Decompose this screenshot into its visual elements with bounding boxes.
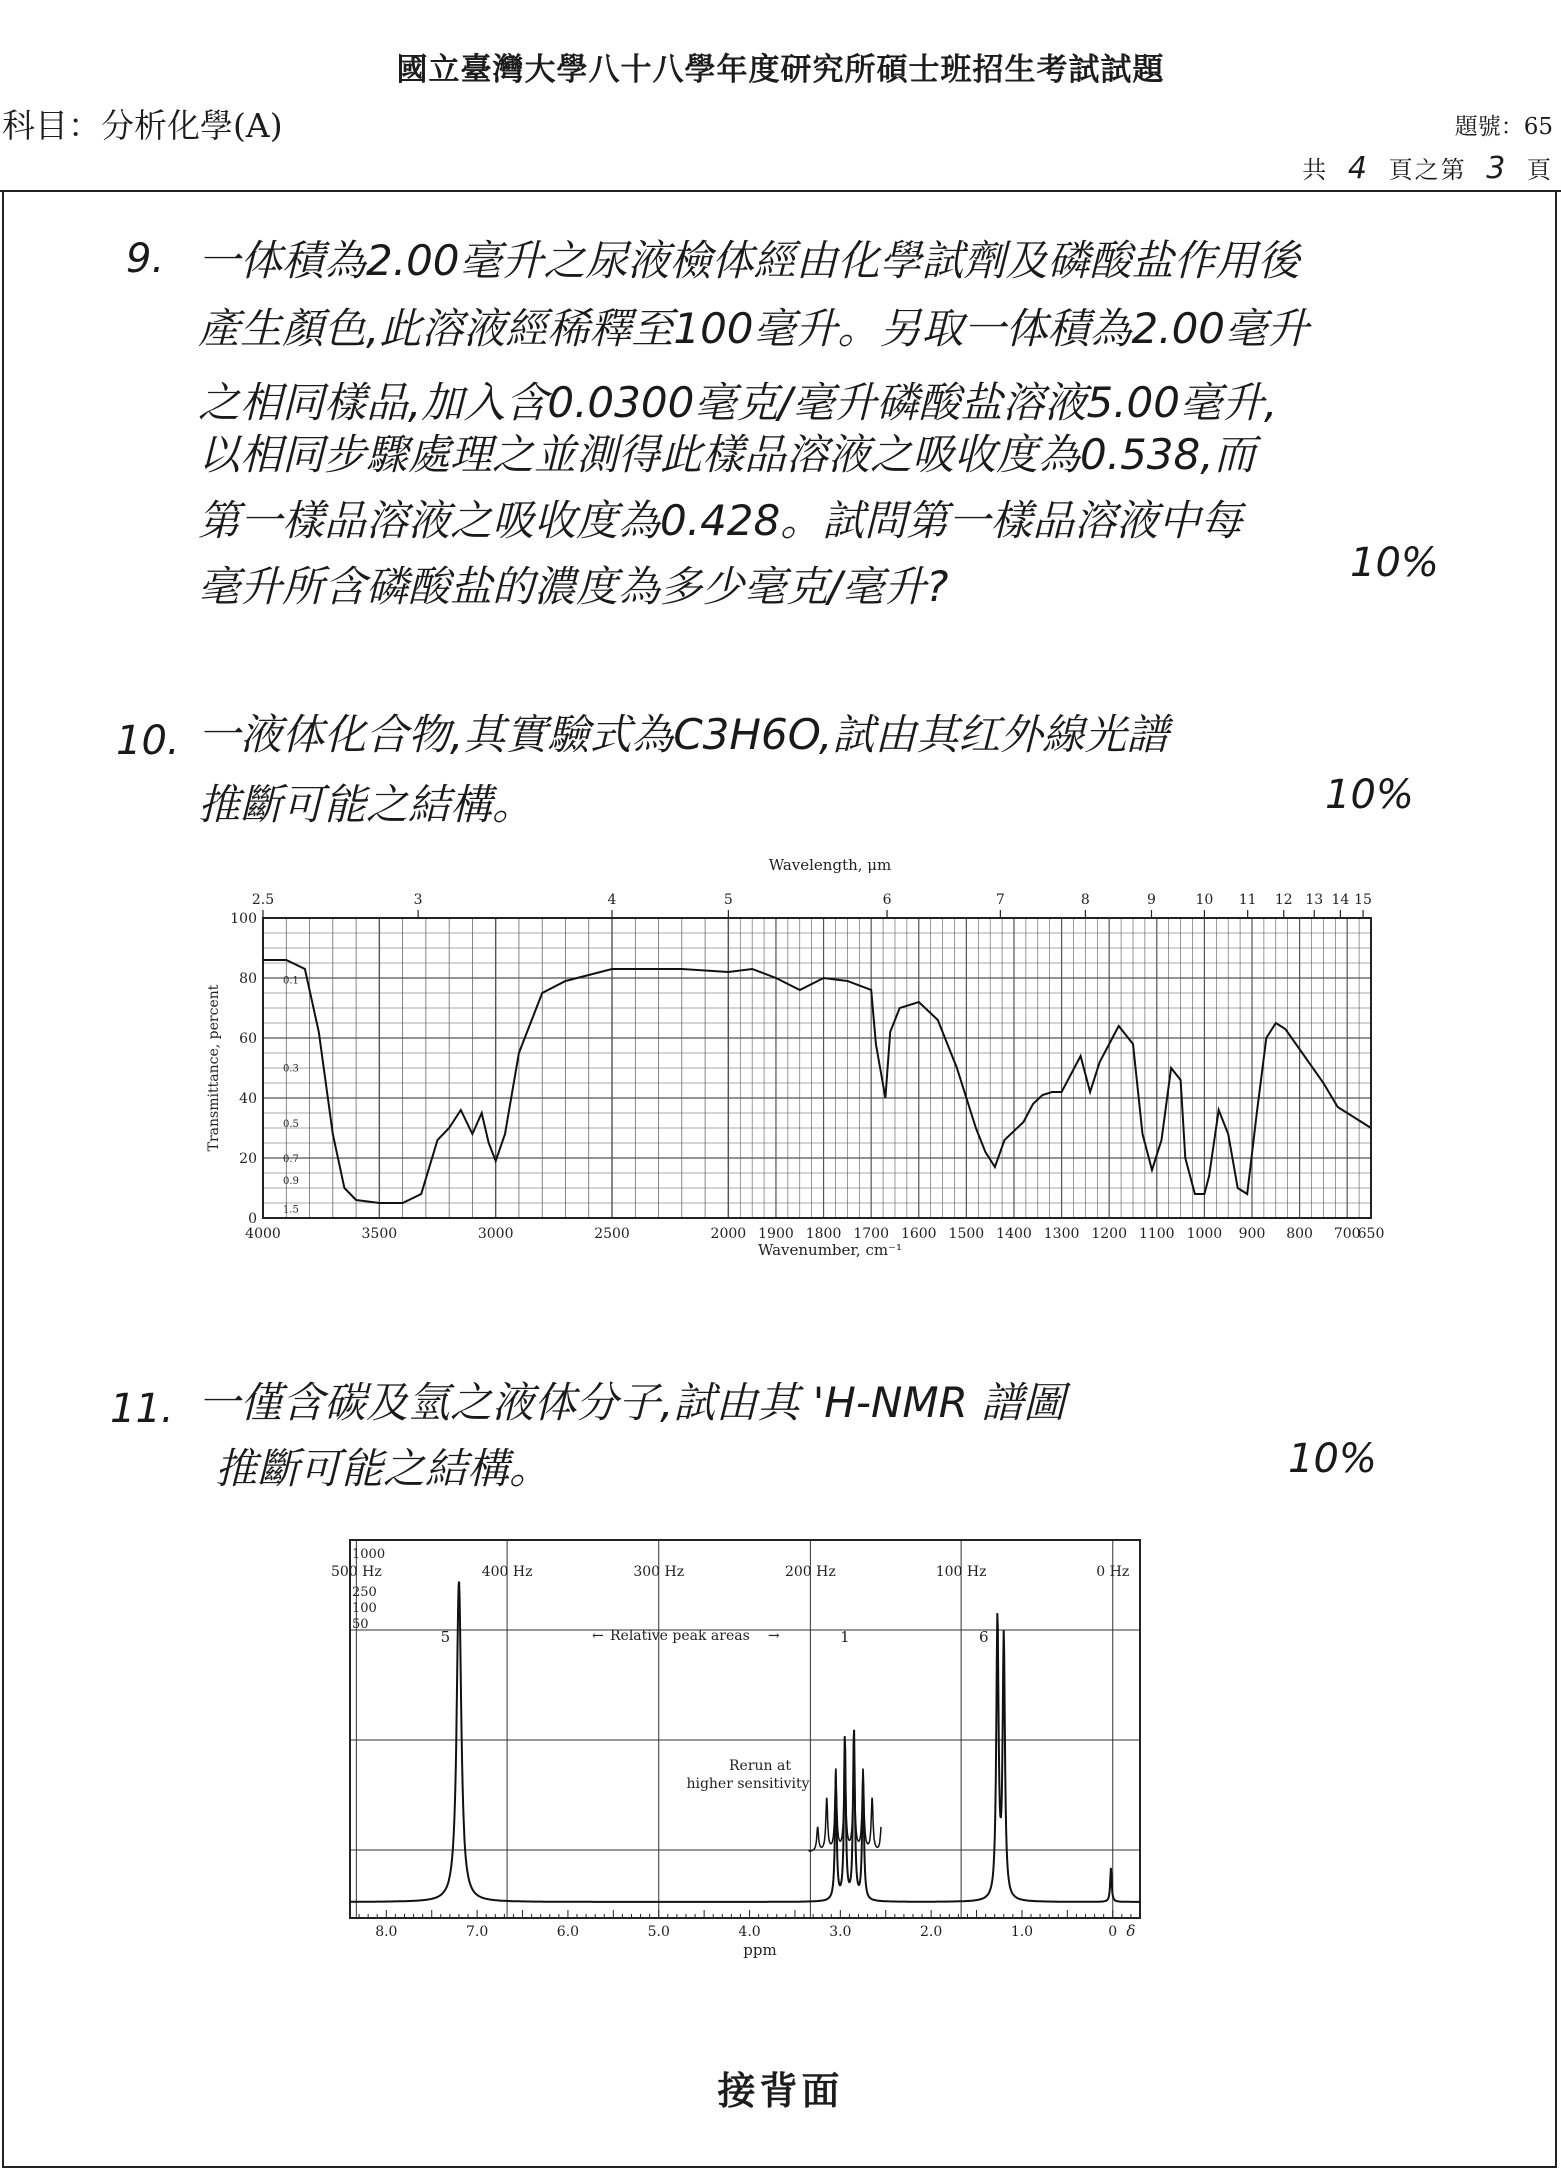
ir-spectrum-chart [200,852,1400,1262]
nmr-x-tick-label: 0 [1108,1924,1118,1940]
q11-line-1: 一僅含碳及氫之液体分子,試由其 'H-NMR 譜圖 [198,1378,1066,1427]
ir-x-tick-label: 1500 [948,1226,985,1242]
nmr-x-tick-label: 2.0 [920,1924,943,1940]
nmr-rerun-label-2: higher sensitivity [686,1776,810,1792]
ir-top-ticks [252,892,1372,918]
nmr-hz-label: 200 Hz [784,1564,836,1580]
q9-line-5: 第一樣品溶液之吸收度為0.428。試問第一樣品溶液中每 [198,496,1243,545]
page-total: 4 [1347,151,1369,186]
ir-top-axis-label: Wavelength, μm [768,856,892,874]
nmr-arrow-right-icon: → [768,1628,780,1644]
nmr-integration-label: 5 [440,1628,451,1646]
ir-top-tick-label: 15 [1354,892,1372,908]
q10-line-2: 推斷可能之結構。 [198,780,535,829]
q9-line-6: 毫升所含磷酸盐的濃度為多少毫克/毫升? [198,562,949,611]
ir-y-tick-label: 60 [239,1031,257,1047]
nmr-hz-label: 300 Hz [633,1564,685,1580]
page-middle: 頁之第 [1388,156,1467,184]
q9-number: 9. [126,236,165,282]
ir-top-tick-label: 11 [1238,892,1257,908]
nmr-delta-label: δ [1126,1922,1136,1940]
ir-x-tick-label: 1600 [900,1226,937,1242]
ir-x-tick-label: 1400 [996,1226,1032,1242]
ir-x-tick-label: 3500 [361,1226,398,1242]
nmr-arrow-left-icon: ← [592,1628,604,1644]
q11-line-2: 推斷可能之結構。 [215,1444,552,1493]
ir-x-tick-label: 2000 [710,1226,747,1242]
nmr-x-tick-label: 6.0 [556,1924,580,1940]
nmr-rerun-label-1: Rerun at [729,1758,791,1774]
nmr-integration-label: 6 [979,1628,989,1646]
ir-top-tick-label: 7 [995,892,1005,908]
ir-y-tick-label: 20 [239,1151,257,1167]
ir-absorbance-label: 0.5 [283,1119,299,1131]
nmr-spectrum-chart [330,1530,1150,1970]
ir-top-tick-label: 4 [607,892,617,908]
nmr-hz-label: 100 Hz [935,1564,987,1580]
ir-x-tick-label: 4000 [245,1226,281,1242]
ir-top-tick-label: 14 [1331,892,1350,908]
ir-absorbance-label: 0.3 [283,1063,299,1075]
ir-y-tick-label: 80 [239,971,257,987]
subject-label: 科目：分析化學(A) [2,106,283,145]
nmr-x-tick-label: 1.0 [1010,1924,1034,1940]
ir-top-tick-label: 9 [1147,892,1156,908]
ir-x-tick-label: 900 [1238,1226,1266,1242]
ir-x-tick-label: 3000 [477,1226,514,1242]
q11-score: 10% [1288,1436,1377,1482]
q9-score: 10% [1350,540,1439,586]
nmr-plot-frame [350,1540,1140,1918]
nmr-x-tick-label: 4.0 [738,1924,761,1940]
ir-x-tick-label: 1100 [1138,1226,1175,1242]
ir-x-tick-label: 1000 [1186,1226,1223,1242]
ir-x-ticks [245,1226,1384,1242]
question-number-label: 題號：65 [1454,114,1553,140]
q9-line-2: 產生顏色,此溶液經稀釋至100毫升。另取一体積為2.00毫升 [198,304,1310,353]
nmr-scale-label: 100 [352,1601,377,1616]
nmr-x-tick-label: 5.0 [647,1924,670,1940]
ir-absorbance-label: 0.7 [283,1154,299,1166]
nmr-hz-labels [331,1564,1129,1580]
ir-x-tick-label: 1700 [853,1226,889,1242]
nmr-hz-label: 0 Hz [1096,1564,1130,1580]
page-suffix: 頁 [1527,156,1553,184]
nmr-scale-label: 1000 [352,1547,386,1562]
page-current: 3 [1486,151,1508,186]
ir-x-tick-label: 1900 [758,1226,794,1242]
ir-y-tick-label: 100 [230,911,257,927]
nmr-integration-label: 1 [840,1628,850,1646]
nmr-x-tick-label: 8.0 [375,1924,398,1940]
ir-x-tick-label: 2500 [594,1226,630,1242]
exam-title: 國立臺灣大學八十八學年度研究所碩士班招生考試試題 [396,52,1165,88]
ir-absorbance-label: 0.1 [283,975,299,987]
ir-top-tick-label: 3 [413,892,423,908]
ir-absorbance-label: 0.9 [283,1176,299,1188]
ir-y-axis-label: Transmittance, percent [206,984,222,1152]
nmr-scale-label: 50 [352,1617,369,1632]
ir-top-tick-label: 5 [723,892,733,908]
q9-line-3: 之相同樣品,加入含0.0300毫克/毫升磷酸盐溶液5.00毫升, [198,378,1278,427]
nmr-grid [350,1540,1140,1918]
page-info [1302,150,1553,186]
ir-top-tick-label: 8 [1080,892,1090,908]
nmr-x-ticks [375,1922,1135,1940]
nmr-x-axis-label: ppm [743,1941,777,1959]
q11-number: 11. [110,1386,174,1432]
q9-line-1: 一体積為2.00毫升之尿液檢体經由化學試劑及磷酸盐作用後 [198,236,1300,285]
nmr-hz-label: 500 Hz [330,1564,382,1580]
ir-x-tick-label: 800 [1286,1226,1313,1242]
ir-x-axis-label: Wavenumber, cm⁻¹ [757,1241,903,1259]
ir-top-tick-label: 10 [1195,892,1214,908]
q9-line-4: 以相同步驟處理之並測得此樣品溶液之吸收度為0.538,而 [198,430,1256,479]
nmr-x-tick-label: 7.0 [465,1924,489,1940]
nmr-scale-labels [352,1547,385,1632]
q10-number: 10. [116,718,180,764]
ir-top-tick-label: 6 [882,892,892,908]
ir-y-tick-label: 40 [239,1091,257,1107]
ir-absorbance-scale [283,976,299,1216]
nmr-scale-label: 250 [352,1585,377,1600]
q10-score: 10% [1325,772,1414,818]
q10-line-1: 一液体化合物,其實驗式為C3H6O,試由其红外線光譜 [198,710,1169,759]
ir-absorbance-label: 1.5 [283,1204,299,1216]
ir-x-tick-label: 1300 [1043,1226,1080,1242]
ir-top-tick-label: 2.5 [251,892,275,908]
page-prefix: 共 [1302,156,1329,184]
ir-top-tick-label: 12 [1274,892,1293,908]
ir-y-ticks [230,911,257,1227]
nmr-hz-label: 400 Hz [481,1564,533,1580]
ir-x-tick-label: 1800 [805,1226,842,1242]
nmr-relative-peak-areas: Relative peak areas [610,1628,750,1644]
nmr-x-tick-label: 3.0 [829,1924,852,1940]
ir-x-tick-label: 1200 [1091,1226,1128,1242]
ir-grid [263,918,1371,1218]
ir-x-tick-label: 650 [1357,1226,1385,1242]
turn-page-note: 接背面 [717,2068,844,2113]
ir-x-tick-label: 700 [1333,1226,1361,1242]
ir-top-tick-label: 13 [1305,892,1324,908]
ir-y-tick-label: 0 [248,1211,257,1227]
